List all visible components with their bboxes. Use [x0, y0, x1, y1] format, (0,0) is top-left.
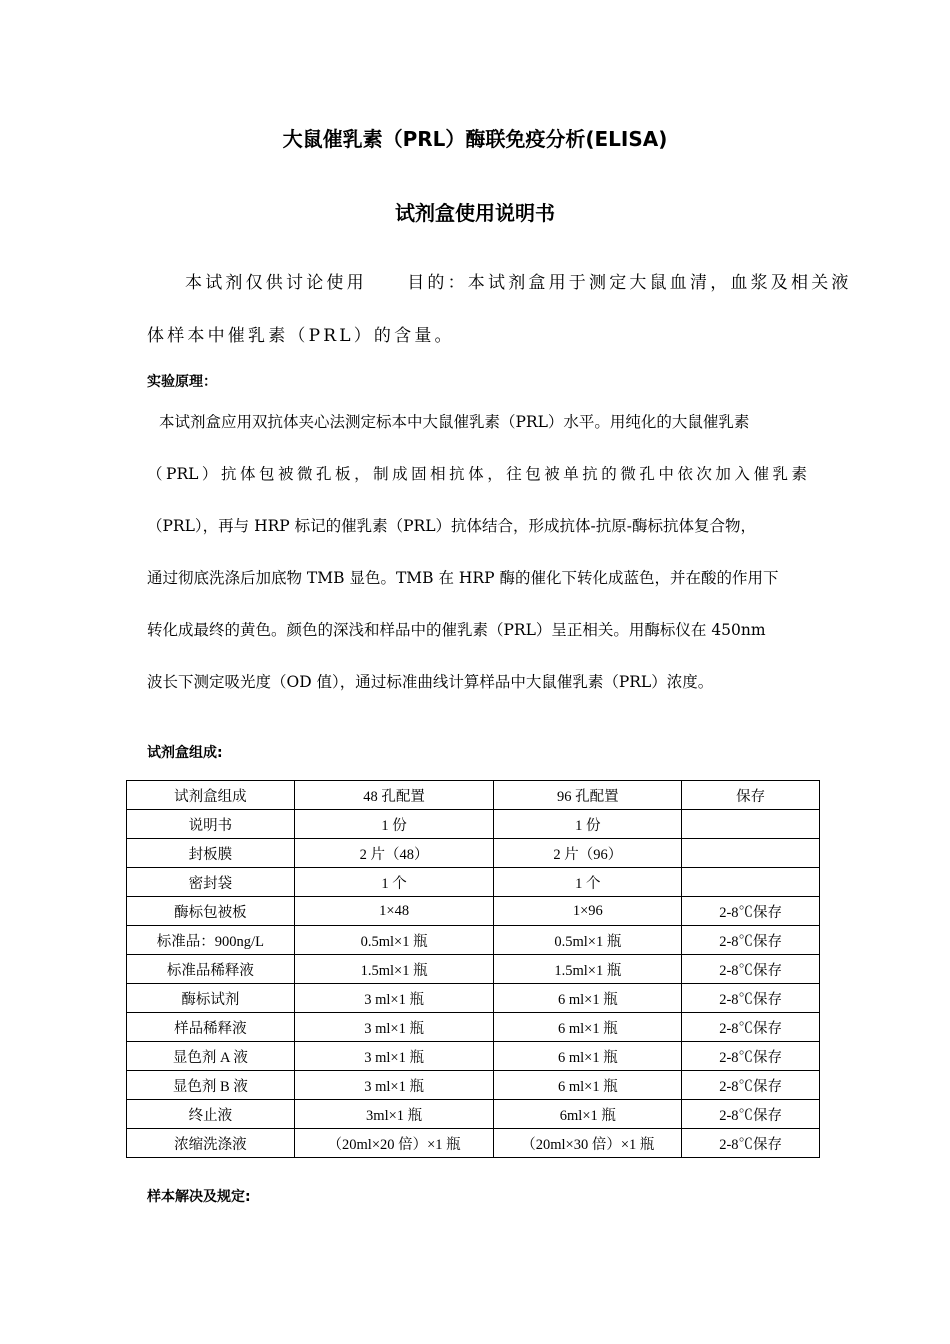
table-cell: 1.5ml×1 瓶 [294, 955, 494, 984]
table-cell: 0.5ml×1 瓶 [294, 926, 494, 955]
table-cell: 1 个 [494, 868, 682, 897]
table-cell: 6 ml×1 瓶 [494, 1042, 682, 1071]
table-cell: 3 ml×1 瓶 [294, 1042, 494, 1071]
sample-handling-heading: 样本解决及规定: [147, 1189, 251, 1205]
table-cell: 2-8℃保存 [682, 1042, 820, 1071]
table-cell: 2-8℃保存 [682, 897, 820, 926]
header-cell: 保存 [682, 781, 820, 810]
table-cell: 2-8℃保存 [682, 984, 820, 1013]
table-row [127, 1013, 820, 1042]
table-row [127, 839, 820, 868]
table-cell: 封板膜 [127, 839, 295, 868]
table-cell: 2-8℃保存 [682, 1100, 820, 1129]
principle-line: （PRL），再与 HRP 标记的催乳素（PRL）抗体结合，形成抗体-抗原-酶标抗体复合物， [147, 517, 756, 535]
table-cell: 1×48 [294, 897, 494, 926]
principle-line: 通过彻底洗涤后加底物 TMB 显色。TMB 在 HRP 酶的催化下转化成蓝色，并在酸的作用下 [147, 569, 779, 587]
table-cell: （20ml×30 倍）×1 瓶 [494, 1129, 682, 1158]
table-cell: 2-8℃保存 [682, 1013, 820, 1042]
table-cell: 6 ml×1 瓶 [494, 984, 682, 1013]
table-cell [682, 868, 820, 897]
principle-line: 本试剂盒应用双抗体夹心法测定标本中大鼠催乳素（PRL）水平。用纯化的大鼠催乳素 [159, 413, 750, 431]
table-cell [682, 839, 820, 868]
table-row [127, 1042, 820, 1071]
table-row [127, 984, 820, 1013]
table-row [127, 1100, 820, 1129]
table-cell: 2-8℃保存 [682, 1129, 820, 1158]
kit-composition-heading: 试剂盒组成: [147, 745, 223, 761]
table-cell: 终止液 [127, 1100, 295, 1129]
kit-composition-table [126, 780, 820, 1158]
table-row [127, 1129, 820, 1158]
document-title: 大鼠催乳素（PRL）酶联免疫分析(ELISA) [282, 127, 668, 151]
table-cell: 标准品稀释液 [127, 955, 295, 984]
table-row [127, 926, 820, 955]
table-cell: 酶标试剂 [127, 984, 295, 1013]
table-cell: 1 份 [494, 810, 682, 839]
table-cell: 1.5ml×1 瓶 [494, 955, 682, 984]
table-cell: （20ml×20 倍）×1 瓶 [294, 1129, 494, 1158]
table-cell: 2 片（48） [294, 839, 494, 868]
table-cell: 浓缩洗涤液 [127, 1129, 295, 1158]
table-cell: 6ml×1 瓶 [494, 1100, 682, 1129]
purpose-line-2: 体样本中催乳素（PRL）的含量。 [147, 326, 455, 346]
table-cell: 显色剂 A 液 [127, 1042, 295, 1071]
principle-line: （PRL）抗体包被微孔板，制成固相抗体，往包被单抗的微孔中依次加入催乳素 [147, 465, 807, 483]
table-cell: 1×96 [494, 897, 682, 926]
table-cell [682, 810, 820, 839]
table-cell: 6 ml×1 瓶 [494, 1071, 682, 1100]
table-cell: 2 片（96） [494, 839, 682, 868]
table-row [127, 897, 820, 926]
table-cell: 标准品：900ng/L [127, 926, 295, 955]
table-row [127, 810, 820, 839]
purpose-line-1: 本试剂仅供讨论使用 目的：本试剂盒用于测定大鼠血清，血浆及相关液 [185, 273, 852, 293]
table-cell: 酶标包被板 [127, 897, 295, 926]
document-subtitle: 试剂盒使用说明书 [395, 201, 555, 225]
table-header-row [127, 781, 820, 810]
table-cell: 2-8℃保存 [682, 955, 820, 984]
table-cell: 1 份 [294, 810, 494, 839]
table-cell: 1 个 [294, 868, 494, 897]
header-cell: 96 孔配置 [494, 781, 682, 810]
table-cell: 0.5ml×1 瓶 [494, 926, 682, 955]
principle-line: 波长下测定吸光度（OD 值），通过标准曲线计算样品中大鼠催乳素（PRL）浓度。 [147, 673, 714, 691]
table-cell: 3 ml×1 瓶 [294, 1013, 494, 1042]
principle-line: 转化成最终的黄色。颜色的深浅和样品中的催乳素（PRL）呈正相关。用酶标仪在 450nm [147, 621, 766, 639]
table-row [127, 868, 820, 897]
header-cell: 48 孔配置 [294, 781, 494, 810]
table-cell: 3 ml×1 瓶 [294, 984, 494, 1013]
table-row [127, 955, 820, 984]
table-cell: 说明书 [127, 810, 295, 839]
table-cell: 显色剂 B 液 [127, 1071, 295, 1100]
table-cell: 6 ml×1 瓶 [494, 1013, 682, 1042]
header-cell: 试剂盒组成 [127, 781, 295, 810]
table-cell: 2-8℃保存 [682, 1071, 820, 1100]
table-cell: 3 ml×1 瓶 [294, 1071, 494, 1100]
table-row [127, 1071, 820, 1100]
principle-heading: 实验原理： [147, 374, 217, 390]
table-cell: 3ml×1 瓶 [294, 1100, 494, 1129]
table-cell: 样品稀释液 [127, 1013, 295, 1042]
table-cell: 密封袋 [127, 868, 295, 897]
table-cell: 2-8℃保存 [682, 926, 820, 955]
